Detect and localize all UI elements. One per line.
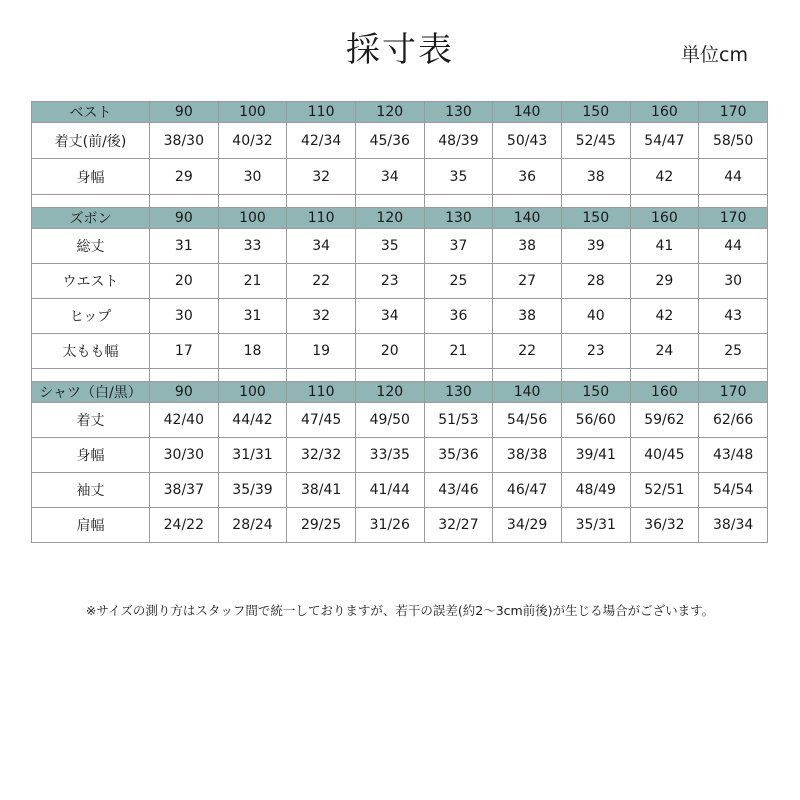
table-cell: 54/54 [699,473,768,508]
section-header-row [32,102,768,123]
size-header-cell: 120 [355,102,424,123]
size-header-cell: 170 [699,102,768,123]
spacer-cell [150,195,219,208]
table-cell: 22 [287,264,356,299]
spacer-cell [630,369,699,382]
table-cell: 43/46 [424,473,493,508]
table-cell: 32 [287,159,356,195]
row-label: 着丈 [32,403,150,438]
size-header-cell: 130 [424,382,493,403]
size-header-cell: 140 [493,382,562,403]
table-cell: 46/47 [493,473,562,508]
table-cell: 40/45 [630,438,699,473]
table-cell: 48/49 [561,473,630,508]
table-cell: 30 [218,159,287,195]
size-header-cell: 140 [493,102,562,123]
table-cell: 51/53 [424,403,493,438]
table-cell: 38 [493,229,562,264]
table-cell: 29/25 [287,508,356,543]
spacer-cell [32,195,150,208]
size-header-cell: 110 [287,102,356,123]
table-cell: 25 [424,264,493,299]
table-row [32,334,768,369]
table-cell: 37 [424,229,493,264]
row-label: 着丈(前/後) [32,123,150,159]
spacer-cell [287,369,356,382]
table-cell: 35/31 [561,508,630,543]
table-cell: 38 [561,159,630,195]
section-name: シャツ（白/黒） [32,382,150,403]
spacer-cell [424,369,493,382]
table-cell: 21 [218,264,287,299]
section-name: ズボン [32,208,150,229]
table-cell: 38/38 [493,438,562,473]
table-cell: 35 [424,159,493,195]
table-cell: 23 [355,264,424,299]
spacer-cell [218,195,287,208]
table-cell: 44 [699,159,768,195]
table-cell: 34 [355,159,424,195]
spacer-cell [699,195,768,208]
size-chart [31,101,768,543]
table-cell: 35/36 [424,438,493,473]
table-cell: 36 [493,159,562,195]
table-row [32,159,768,195]
size-header-cell: 170 [699,208,768,229]
measurement-note: ※サイズの測り方はスタッフ間で統一しておりますが、若干の誤差(約2～3cm前後)が生じる場合がございます。 [85,603,715,618]
size-header-cell: 170 [699,382,768,403]
table-row [32,473,768,508]
spacer-row [32,195,768,208]
unit-label: 単位cm [681,44,748,66]
table-cell: 32/27 [424,508,493,543]
table-cell: 34 [355,299,424,334]
table-cell: 54/56 [493,403,562,438]
spacer-cell [287,195,356,208]
table-cell: 48/39 [424,123,493,159]
spacer-cell [355,369,424,382]
table-cell: 56/60 [561,403,630,438]
table-cell: 36/32 [630,508,699,543]
table-cell: 31 [150,229,219,264]
table-cell: 42 [630,299,699,334]
table-cell: 58/50 [699,123,768,159]
table-cell: 42/34 [287,123,356,159]
table-cell: 34/29 [493,508,562,543]
table-row [32,403,768,438]
size-header-cell: 90 [150,382,219,403]
spacer-cell [218,369,287,382]
size-header-cell: 90 [150,102,219,123]
spacer-cell [493,195,562,208]
table-cell: 25 [699,334,768,369]
table-cell: 22 [493,334,562,369]
table-cell: 38/30 [150,123,219,159]
table-cell: 38 [493,299,562,334]
size-header-cell: 120 [355,382,424,403]
section-name: ベスト [32,102,150,123]
table-cell: 29 [630,264,699,299]
table-cell: 62/66 [699,403,768,438]
spacer-cell [32,369,150,382]
table-row [32,229,768,264]
table-cell: 42 [630,159,699,195]
table-cell: 59/62 [630,403,699,438]
table-cell: 35/39 [218,473,287,508]
spacer-cell [699,369,768,382]
table-cell: 44/42 [218,403,287,438]
row-label: 肩幅 [32,508,150,543]
spacer-cell [561,195,630,208]
row-label: ヒップ [32,299,150,334]
row-label: 太もも幅 [32,334,150,369]
table-cell: 30 [150,299,219,334]
table-cell: 41 [630,229,699,264]
table-cell: 32 [287,299,356,334]
table-cell: 24 [630,334,699,369]
table-cell: 47/45 [287,403,356,438]
table-cell: 39 [561,229,630,264]
size-header-cell: 90 [150,208,219,229]
table-cell: 38/34 [699,508,768,543]
table-cell: 36 [424,299,493,334]
table-cell: 38/41 [287,473,356,508]
table-cell: 34 [287,229,356,264]
table-row [32,438,768,473]
table-cell: 28/24 [218,508,287,543]
size-table [31,101,768,543]
table-cell: 40 [561,299,630,334]
size-header-cell: 150 [561,382,630,403]
table-cell: 42/40 [150,403,219,438]
table-cell: 20 [150,264,219,299]
row-label: 身幅 [32,159,150,195]
table-cell: 35 [355,229,424,264]
table-cell: 32/32 [287,438,356,473]
table-cell: 38/37 [150,473,219,508]
size-header-cell: 150 [561,102,630,123]
table-row [32,264,768,299]
spacer-cell [424,195,493,208]
size-header-cell: 110 [287,382,356,403]
table-cell: 31 [218,299,287,334]
size-header-cell: 160 [630,102,699,123]
table-cell: 45/36 [355,123,424,159]
size-header-cell: 110 [287,208,356,229]
spacer-row [32,369,768,382]
table-cell: 33/35 [355,438,424,473]
page-title: 採寸表 [346,30,454,70]
row-label: 身幅 [32,438,150,473]
row-label: ウエスト [32,264,150,299]
table-cell: 52/45 [561,123,630,159]
size-header-cell: 100 [218,208,287,229]
size-header-cell: 100 [218,382,287,403]
section-header-row [32,382,768,403]
size-header-cell: 130 [424,208,493,229]
table-cell: 20 [355,334,424,369]
table-cell: 28 [561,264,630,299]
table-cell: 31/31 [218,438,287,473]
table-cell: 29 [150,159,219,195]
size-header-cell: 160 [630,208,699,229]
table-cell: 43 [699,299,768,334]
table-cell: 43/48 [699,438,768,473]
table-cell: 30/30 [150,438,219,473]
table-cell: 39/41 [561,438,630,473]
row-label: 袖丈 [32,473,150,508]
spacer-cell [355,195,424,208]
spacer-cell [150,369,219,382]
table-cell: 40/32 [218,123,287,159]
size-header-cell: 100 [218,102,287,123]
table-row [32,123,768,159]
spacer-cell [493,369,562,382]
size-header-cell: 150 [561,208,630,229]
table-row [32,299,768,334]
table-cell: 54/47 [630,123,699,159]
table-cell: 49/50 [355,403,424,438]
table-cell: 27 [493,264,562,299]
table-cell: 31/26 [355,508,424,543]
table-cell: 44 [699,229,768,264]
table-cell: 30 [699,264,768,299]
table-row [32,508,768,543]
table-cell: 17 [150,334,219,369]
row-label: 総丈 [32,229,150,264]
table-cell: 50/43 [493,123,562,159]
table-cell: 19 [287,334,356,369]
size-header-cell: 140 [493,208,562,229]
spacer-cell [630,195,699,208]
table-cell: 21 [424,334,493,369]
size-header-cell: 130 [424,102,493,123]
section-header-row [32,208,768,229]
table-cell: 18 [218,334,287,369]
table-cell: 24/22 [150,508,219,543]
spacer-cell [561,369,630,382]
table-cell: 23 [561,334,630,369]
size-header-cell: 160 [630,382,699,403]
size-header-cell: 120 [355,208,424,229]
table-cell: 52/51 [630,473,699,508]
table-cell: 33 [218,229,287,264]
table-cell: 41/44 [355,473,424,508]
